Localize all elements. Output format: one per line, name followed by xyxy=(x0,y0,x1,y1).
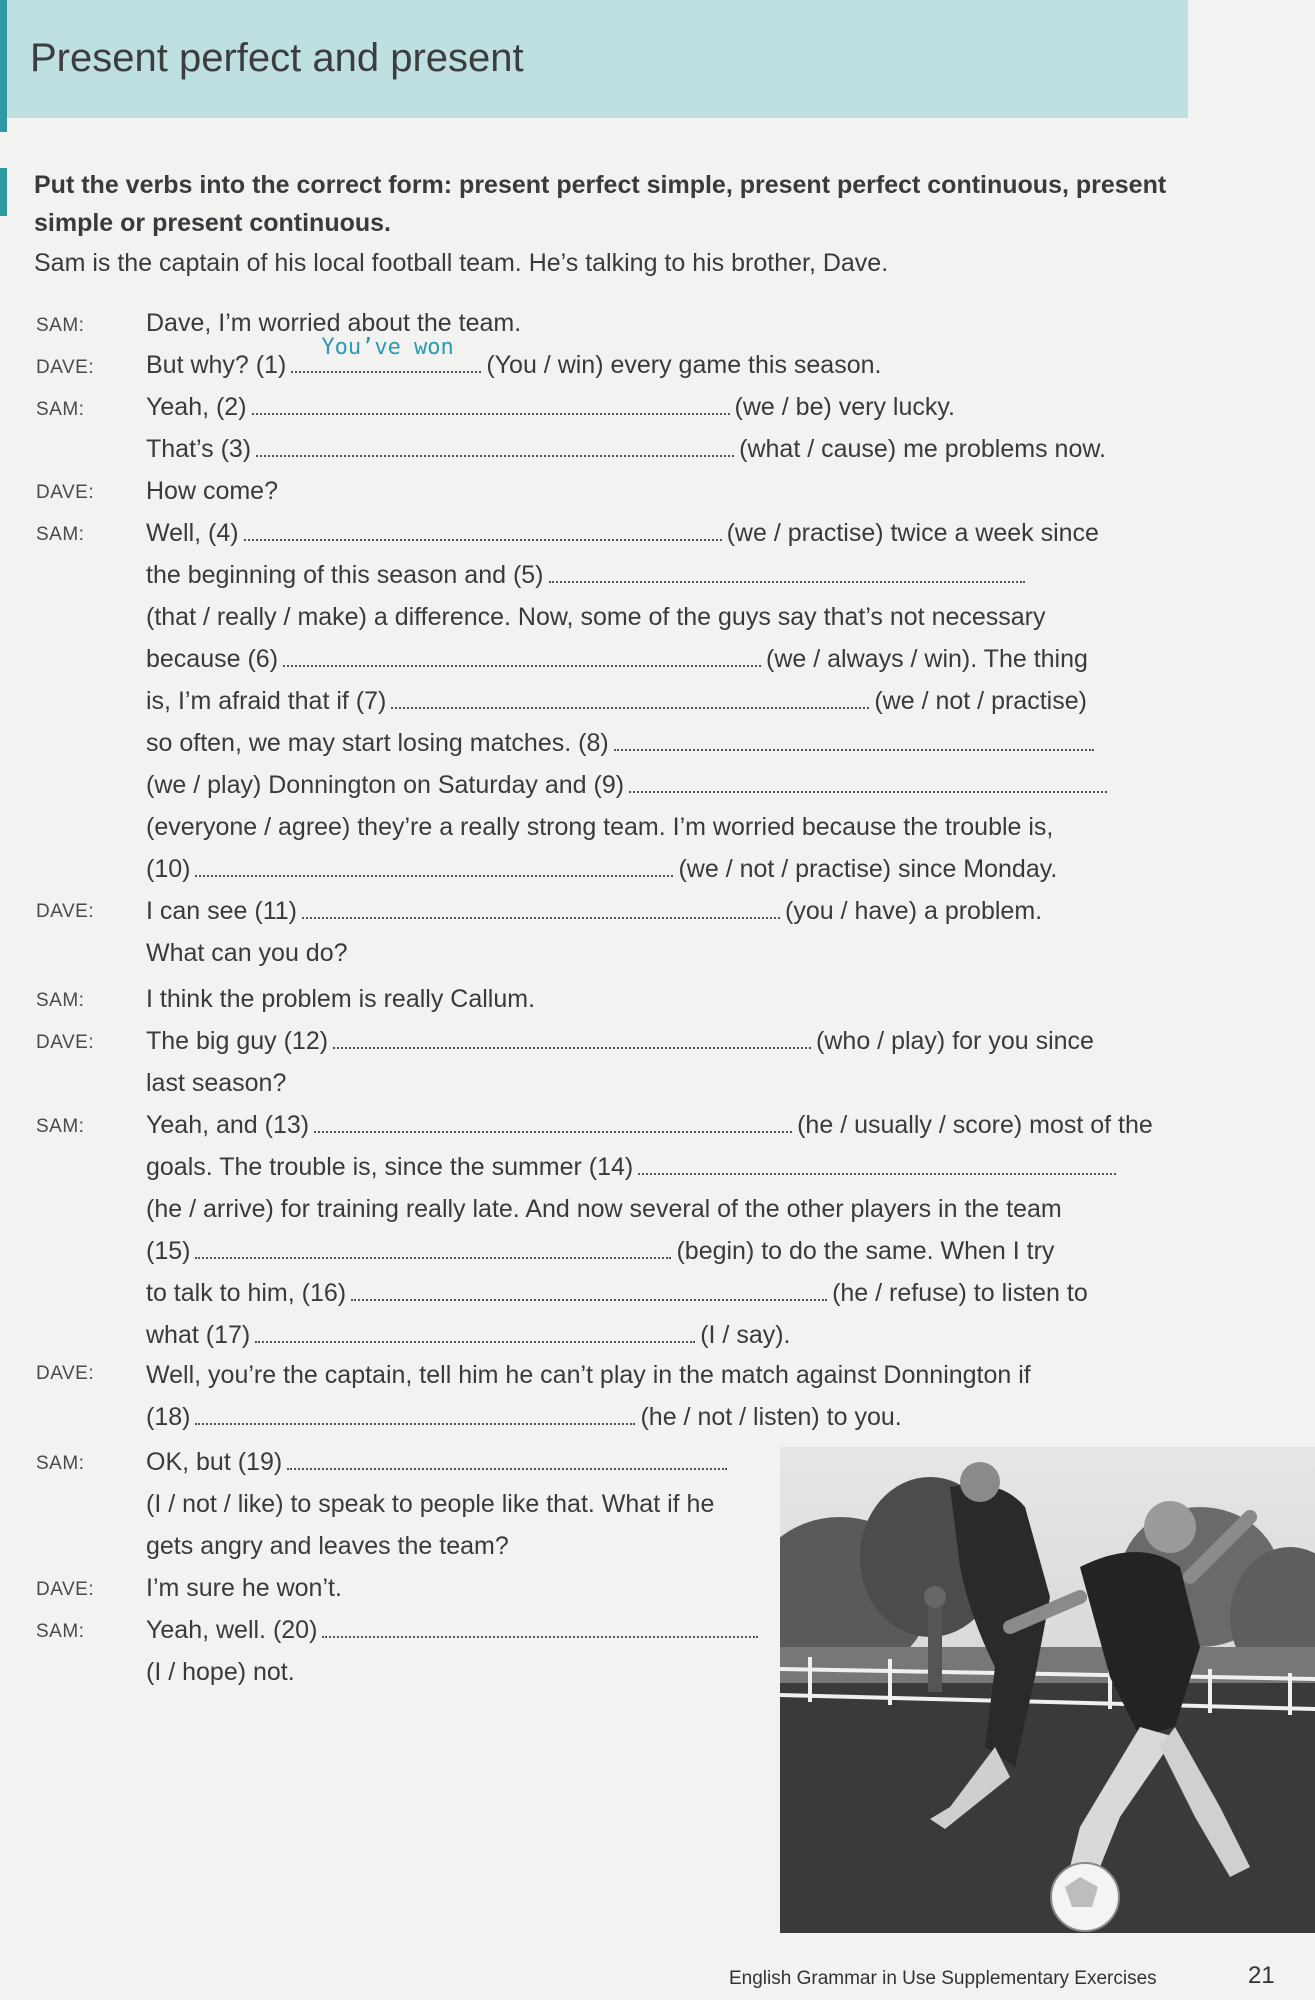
dialogue-line xyxy=(146,1104,1153,1146)
answer-blank-5[interactable] xyxy=(549,567,1025,583)
answer-blank-3[interactable] xyxy=(256,441,734,457)
dialogue-line xyxy=(146,848,1057,890)
line-text: Well, you’re the captain, tell him he can’t play in the match against Donnington if xyxy=(146,1361,1031,1389)
football-photo xyxy=(780,1447,1315,1933)
speaker-label: SAM: xyxy=(36,1621,85,1642)
line-text: gets angry and leaves the team? xyxy=(146,1532,509,1560)
speaker-label: SAM: xyxy=(36,1116,85,1137)
line-text: (I / hope) not. xyxy=(146,1658,295,1686)
line-text: I can see (11) xyxy=(146,897,298,925)
line-text: (we / always / win). The thing xyxy=(766,645,1088,673)
speaker-label: DAVE: xyxy=(36,357,95,378)
answer-blank-15[interactable] xyxy=(195,1243,671,1259)
line-text: I think the problem is really Callum. xyxy=(146,985,536,1013)
line-text: (15) xyxy=(146,1237,191,1265)
answer-blank-20[interactable] xyxy=(322,1622,758,1638)
page-number: 21 xyxy=(1248,1962,1275,1989)
line-text: Dave, I’m worried about the team. xyxy=(146,309,522,337)
answer-blank-6[interactable] xyxy=(283,651,761,667)
speaker-label: DAVE: xyxy=(36,1032,95,1053)
answer-blank-11[interactable] xyxy=(302,903,780,919)
line-text: to talk to him, (16) xyxy=(146,1279,347,1307)
speaker-label: SAM: xyxy=(36,399,85,420)
dialogue-line xyxy=(146,1567,342,1609)
answer-blank-19[interactable] xyxy=(287,1454,727,1470)
answer-blank-2[interactable] xyxy=(252,399,730,415)
answer-blank-12[interactable] xyxy=(333,1033,811,1049)
dialogue-line xyxy=(146,335,882,386)
instruction-accent-stripe xyxy=(0,168,7,216)
answer-blank-13[interactable] xyxy=(314,1117,792,1133)
dialogue-line xyxy=(146,680,1087,722)
answer-blank-4[interactable] xyxy=(244,525,722,541)
dialogue-line xyxy=(146,722,1099,764)
line-text: (that / really / make) a difference. Now, some of the guys say that’s not necessary xyxy=(146,603,1046,631)
answer-blank-10[interactable] xyxy=(195,861,673,877)
line-text: (he / usually / score) most of the xyxy=(797,1111,1153,1139)
line-text: How come? xyxy=(146,477,278,505)
answer-blank-17[interactable] xyxy=(255,1327,695,1343)
line-text: what (17) xyxy=(146,1321,251,1349)
speaker-label: SAM: xyxy=(36,1453,85,1474)
dialogue-line xyxy=(146,1441,732,1483)
answer-blank-14[interactable] xyxy=(638,1159,1116,1175)
answer-blank-1[interactable] xyxy=(291,335,481,373)
line-text: OK, but (19) xyxy=(146,1448,283,1476)
dialogue-line xyxy=(146,1483,714,1525)
dialogue-line xyxy=(146,1651,295,1693)
dialogue-line xyxy=(146,638,1088,680)
header-accent-stripe xyxy=(0,0,7,132)
dialogue-line xyxy=(146,932,348,974)
answer-blank-16[interactable] xyxy=(351,1285,827,1301)
line-text: (we / play) Donnington on Saturday and (9) xyxy=(146,771,625,799)
speaker-label: SAM: xyxy=(36,990,85,1011)
exercise-intro: Sam is the captain of his local football team. He’s talking to his brother, Dave. xyxy=(34,249,889,277)
dialogue-line xyxy=(146,512,1099,554)
dialogue-line xyxy=(146,764,1112,806)
line-text: (everyone / agree) they’re a really strong team. I’m worried because the trouble is, xyxy=(146,813,1054,841)
line-text: is, I’m afraid that if (7) xyxy=(146,687,387,715)
speaker-label: DAVE: xyxy=(36,901,95,922)
dialogue-line xyxy=(146,1314,791,1356)
line-text: (he / not / listen) to you. xyxy=(640,1403,902,1431)
dialogue-line xyxy=(146,596,1046,638)
answer-blank-9[interactable] xyxy=(629,777,1107,793)
dialogue-line xyxy=(146,1396,902,1438)
line-text: goals. The trouble is, since the summer (14) xyxy=(146,1153,634,1181)
line-text: the beginning of this season and (5) xyxy=(146,561,544,589)
speaker-label: DAVE: xyxy=(36,482,95,503)
line-text: (10) xyxy=(146,855,191,883)
line-text: (he / arrive) for training really late. And now several of the other players in the team xyxy=(146,1195,1062,1223)
line-text: Yeah, and (13) xyxy=(146,1111,310,1139)
line-text: (he / refuse) to listen to xyxy=(832,1279,1088,1307)
line-text: That’s (3) xyxy=(146,435,252,463)
football-players-image xyxy=(780,1447,1315,1933)
line-text: The big guy (12) xyxy=(146,1027,329,1055)
dialogue-line xyxy=(146,428,1106,470)
dialogue-line xyxy=(146,1525,509,1567)
line-text: Yeah, well. (20) xyxy=(146,1616,318,1644)
exercise-instructions: Put the verbs into the correct form: present perfect simple, present perfect continuous, present simple or present continuous. xyxy=(34,171,1167,237)
line-text: I’m sure he won’t. xyxy=(146,1574,342,1602)
book-title-footer: English Grammar in Use Supplementary Exercises xyxy=(729,1968,1157,1989)
line-text: (18) xyxy=(146,1403,191,1431)
dialogue-line xyxy=(146,1062,286,1104)
dialogue-line xyxy=(146,470,278,512)
line-text: so often, we may start losing matches. (8) xyxy=(146,729,609,757)
answer-blank-7[interactable] xyxy=(391,693,869,709)
dialogue-line xyxy=(146,1609,763,1651)
line-text: (we / be) very lucky. xyxy=(734,393,955,421)
line-text: Well, (4) xyxy=(146,519,239,547)
handwritten-answer: You’ve won xyxy=(321,335,454,360)
line-text: (I / say). xyxy=(700,1321,791,1349)
page-title: Present perfect and present xyxy=(30,36,524,80)
dialogue-line xyxy=(146,978,535,1020)
answer-blank-18[interactable] xyxy=(195,1409,635,1425)
dialogue-line xyxy=(146,806,1053,848)
line-text: What can you do? xyxy=(146,939,348,967)
dialogue-line xyxy=(146,554,1030,596)
dialogue-line xyxy=(146,1354,1031,1396)
speaker-label: SAM: xyxy=(36,524,85,545)
line-text: But why? (1) xyxy=(146,351,287,379)
dialogue-line xyxy=(146,1272,1088,1314)
line-text: (You / win) every game this season. xyxy=(486,351,882,379)
line-text: (you / have) a problem. xyxy=(785,897,1043,925)
line-text: last season? xyxy=(146,1069,287,1097)
dialogue-line xyxy=(146,1020,1094,1062)
line-text: (what / cause) me problems now. xyxy=(739,435,1106,463)
dialogue-line xyxy=(146,890,1042,932)
speaker-label: DAVE: xyxy=(36,1579,95,1600)
line-text: (we / not / practise) since Monday. xyxy=(678,855,1058,883)
speaker-label: DAVE: xyxy=(36,1363,95,1384)
speaker-label: SAM: xyxy=(36,315,85,336)
dialogue-line xyxy=(146,1188,1062,1230)
line-text: Yeah, (2) xyxy=(146,393,247,421)
line-text: because (6) xyxy=(146,645,279,673)
line-text: (we / practise) twice a week since xyxy=(726,519,1099,547)
line-text: (begin) to do the same. When I try xyxy=(676,1237,1055,1265)
dialogue-line xyxy=(146,1146,1121,1188)
line-text: (we / not / practise) xyxy=(874,687,1087,715)
dialogue-line xyxy=(146,386,955,428)
dialogue-line xyxy=(146,1230,1054,1272)
line-text: (who / play) for you since xyxy=(816,1027,1094,1055)
answer-blank-8[interactable] xyxy=(614,735,1094,751)
line-text: (I / not / like) to speak to people like that. What if he xyxy=(146,1490,715,1518)
